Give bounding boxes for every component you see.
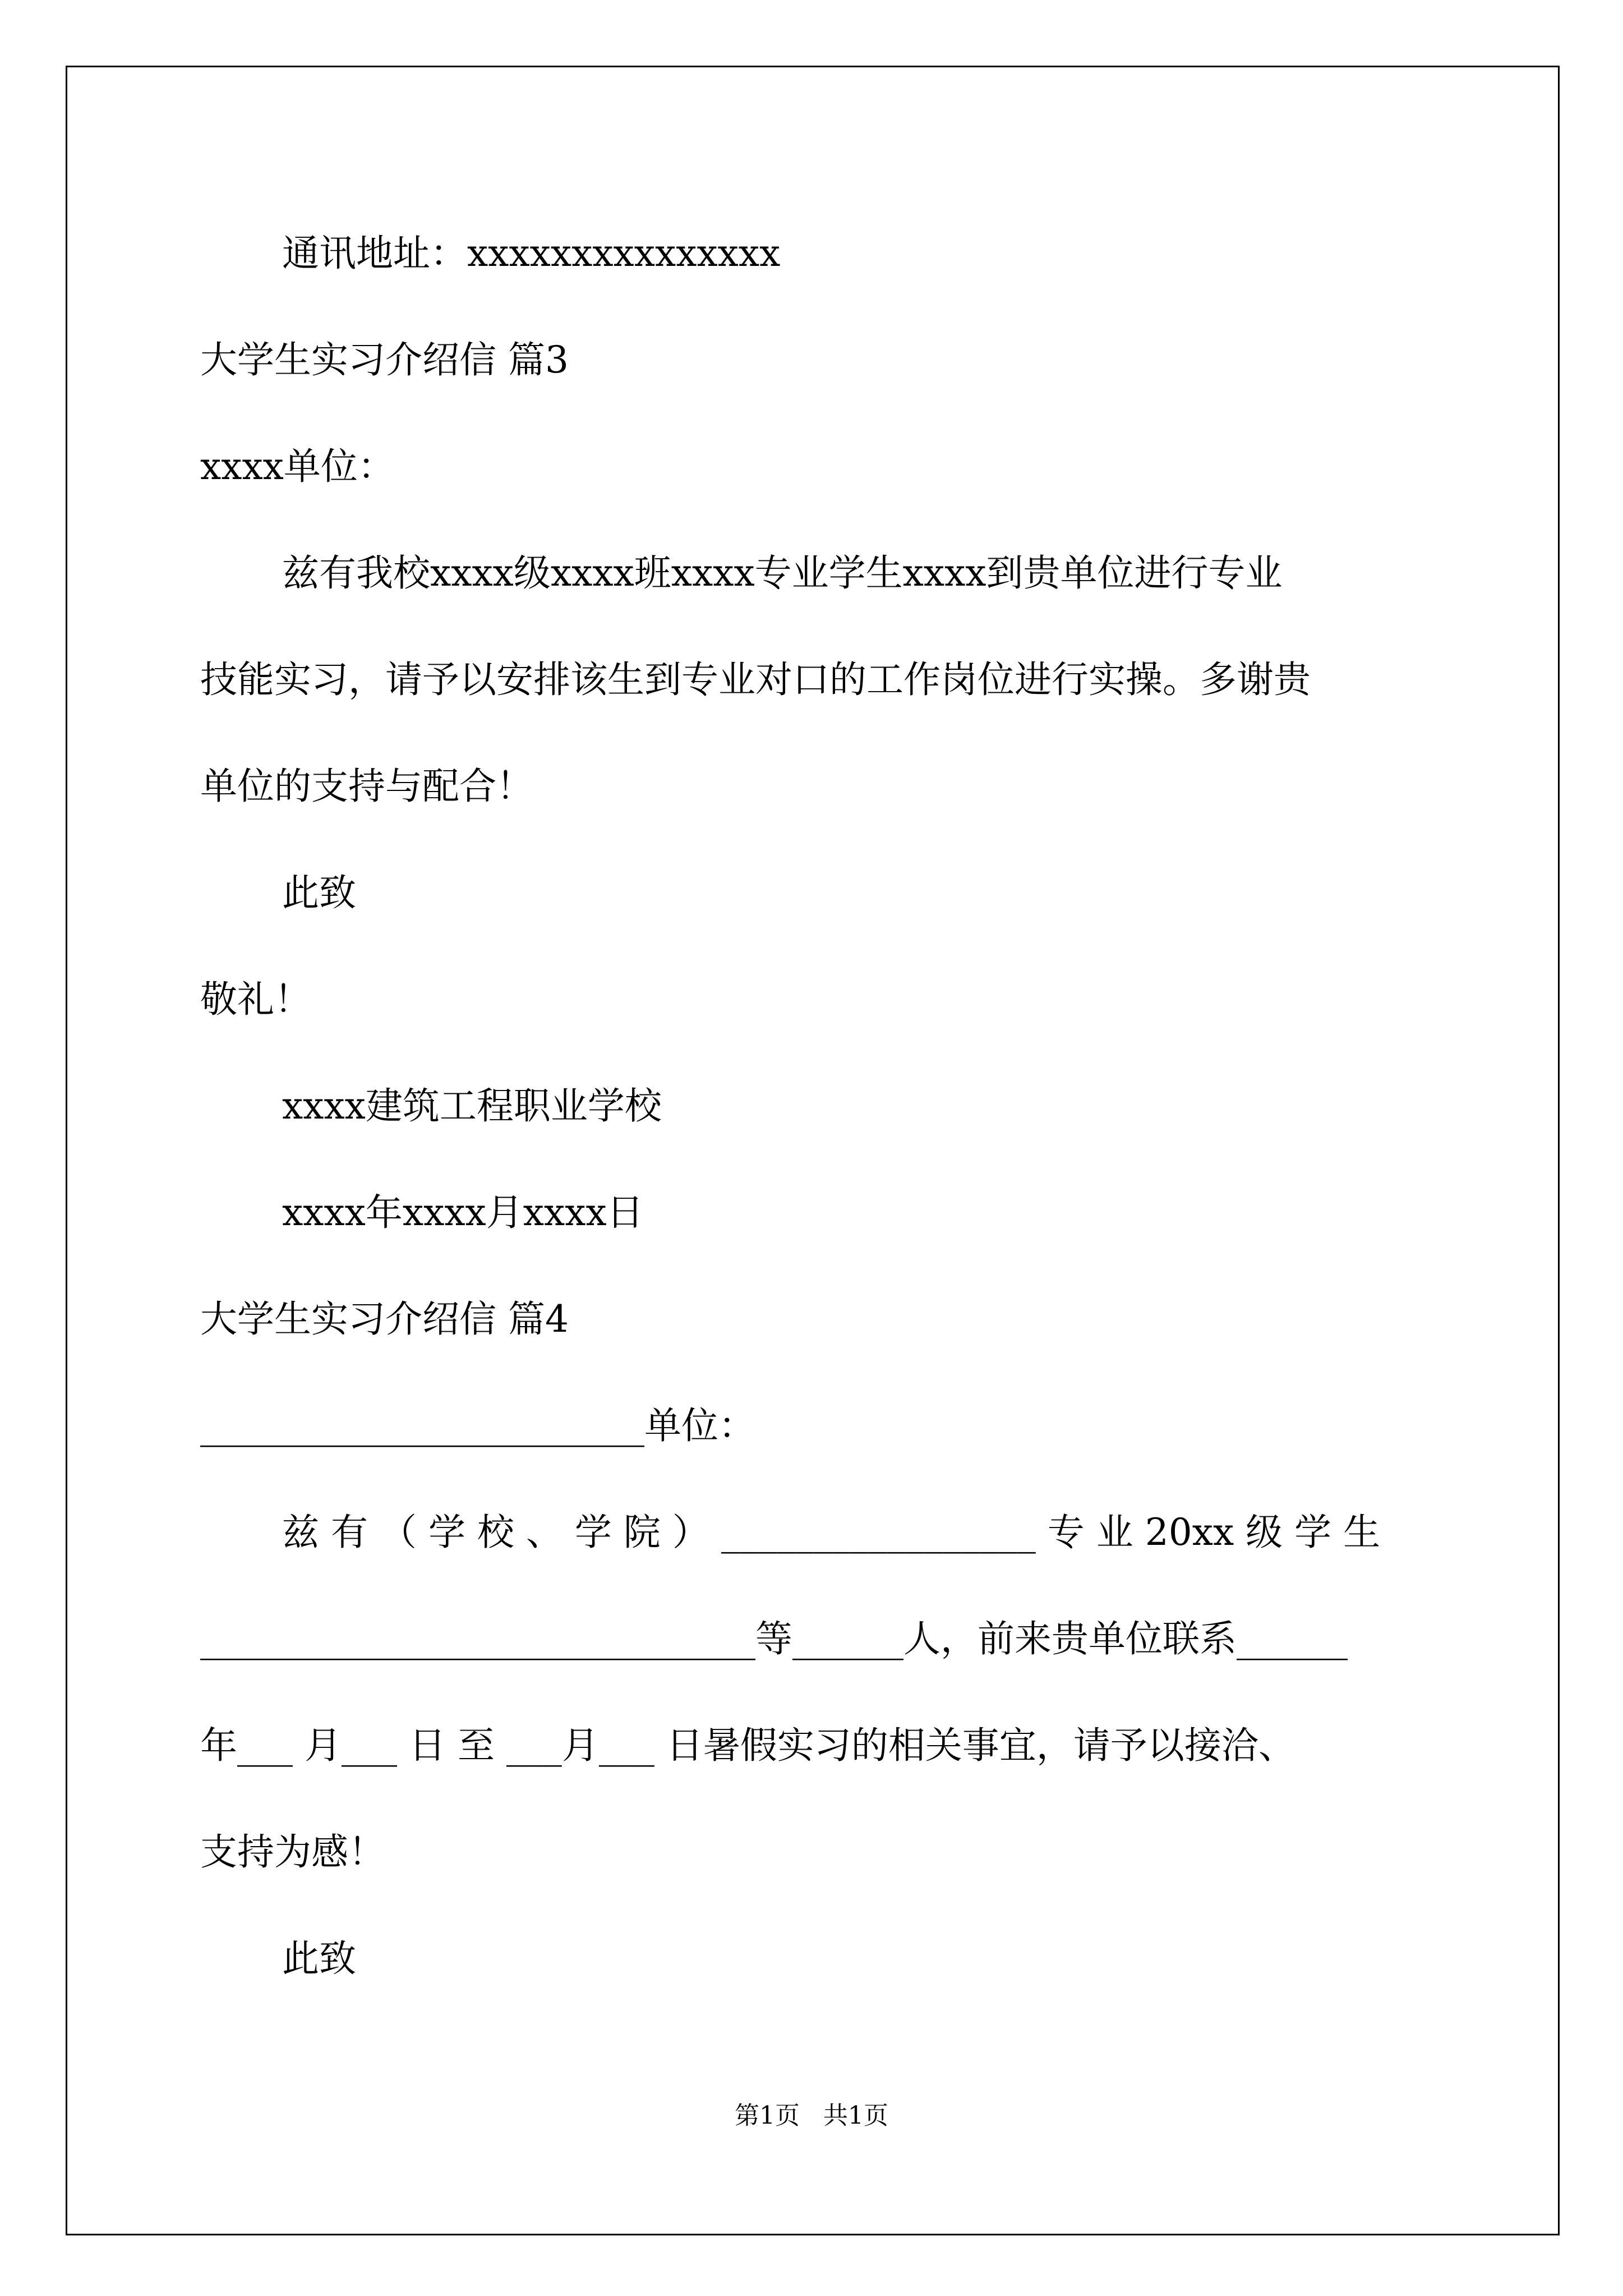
body2-line-1: 兹 有 （ 学 校 、 学 院 ） _________________ 专 业 20xx 级 学 生 (282, 1511, 1381, 1554)
body-paragraph-line-1: 兹有我校xxxx级xxxx班xxxx专业学生xxxx到贵单位进行专业 (282, 551, 1283, 595)
section-title-3: 大学生实习介绍信 篇3 (200, 338, 569, 381)
closing-ci-zhi-2: 此致 (282, 1937, 356, 1980)
page-footer: 第1页 共1页 (735, 2101, 888, 2130)
date-line: xxxx年xxxx月xxxx日 (282, 1191, 644, 1234)
body2-line-3: 年___ 月___ 日 至 ___月___ 日暑假实习的相关事宜，请予以接洽、 (200, 1724, 1295, 1767)
recipient-line: xxxx单位： (200, 445, 395, 488)
page-frame (66, 66, 1560, 2235)
address-line: 通讯地址：xxxxxxxxxxxxxxx (282, 232, 781, 275)
closing-ci-zhi: 此致 (282, 871, 356, 914)
body-paragraph-line-3: 单位的支持与配合！ (200, 765, 533, 808)
body2-line-2: ______________________________等______人，前来贵单位联系______ (200, 1617, 1348, 1660)
closing-jing-li: 敬礼！ (200, 978, 311, 1021)
body-paragraph-line-2: 技能实习，请予以安排该生到专业对口的工作岗位进行实操。多谢贵 (200, 658, 1311, 701)
section-title-4: 大学生实习介绍信 篇4 (200, 1297, 569, 1341)
body2-line-4: 支持为感！ (200, 1830, 385, 1874)
recipient-blank-line: ________________________单位： (200, 1404, 755, 1447)
school-signature: xxxx建筑工程职业学校 (282, 1084, 662, 1128)
